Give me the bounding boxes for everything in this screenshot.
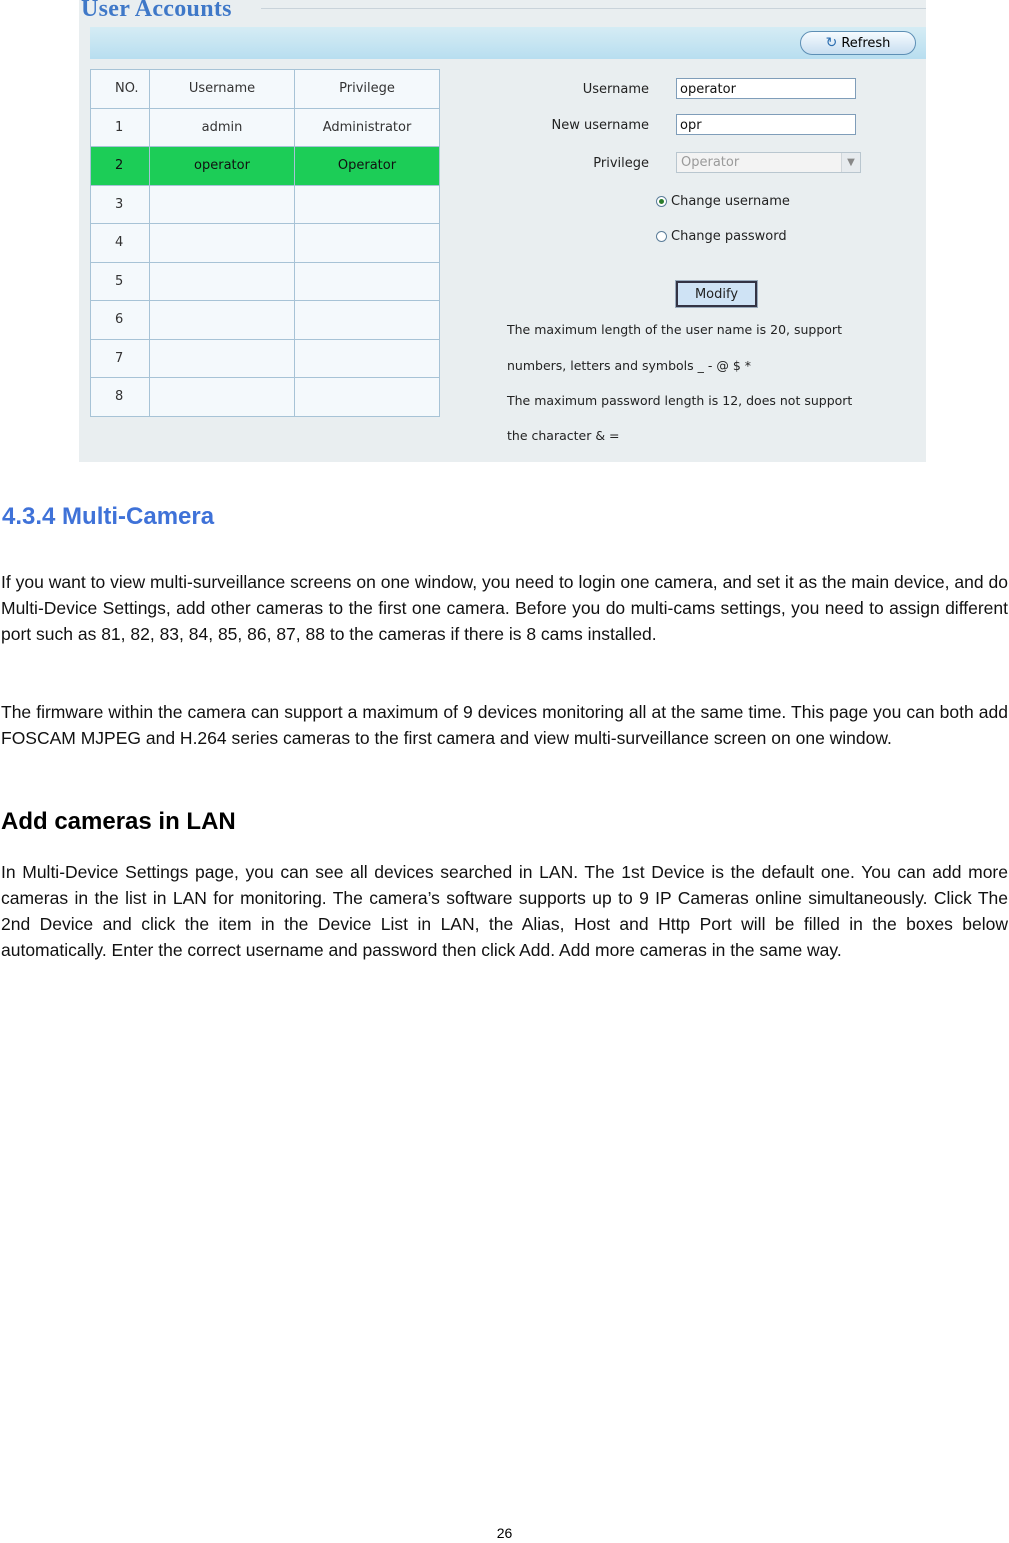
row-privilege: Administrator: [295, 108, 440, 147]
row-no: 2: [91, 147, 150, 186]
modify-button[interactable]: Modify: [676, 281, 757, 307]
radio-change-username-label: Change username: [671, 194, 790, 209]
new-username-input[interactable]: opr: [676, 114, 856, 135]
refresh-button[interactable]: [800, 31, 916, 55]
table-row[interactable]: [91, 378, 440, 417]
refresh-label: Refresh: [841, 35, 891, 51]
row-no: 3: [91, 185, 150, 224]
note-line: The maximum password length is 12, does not support: [507, 393, 853, 408]
table-row-selected[interactable]: [91, 147, 440, 186]
row-username: [150, 378, 295, 417]
row-privilege: [295, 185, 440, 224]
subheading-add-cameras: Add cameras in LAN: [1, 808, 236, 835]
column-header-privilege: Privilege: [295, 70, 440, 109]
table-row[interactable]: [91, 339, 440, 378]
privilege-value: Operator: [681, 155, 740, 170]
chevron-down-icon: ▼: [841, 153, 860, 172]
table-row[interactable]: [91, 262, 440, 301]
row-username: [150, 301, 295, 340]
row-privilege: [295, 339, 440, 378]
privilege-label: Privilege: [593, 156, 649, 171]
user-table: [90, 69, 440, 417]
row-privilege: [295, 301, 440, 340]
column-header-no: NO.: [91, 70, 150, 109]
row-no: 6: [91, 301, 150, 340]
paragraph-intro: If you want to view multi-surveillance screens on one window, you need to login one camera, and set it as the main device, and do Multi-Device Settings, add other cameras to the first one camera. Before you do multi-cams settings, you need to assign different port such as 81, 82, 83, 84, 85, 86, 87, 88 to the cameras if there is 8 cams installed.: [1, 572, 1008, 644]
row-no: 7: [91, 339, 150, 378]
note-line: The maximum length of the user name is 20, support: [507, 322, 842, 337]
row-username: [150, 185, 295, 224]
paragraph-add-cameras: In Multi-Device Settings page, you can see all devices searched in LAN. The 1st Device is the default one. You can add more cameras in the list in LAN for monitoring. The camera’s software supports up to 9 IP Cameras online simultaneously. Click The 2nd Device and click the item in the Device List in LAN, the Alias, Host and Http Port will be filled in the boxes below automatically. Enter the correct username and password then click Add. Add more cameras in the same way.: [1, 862, 1008, 960]
note-line: numbers, letters and symbols _ - @ $ *: [507, 358, 752, 373]
row-privilege: [295, 262, 440, 301]
table-row[interactable]: [91, 301, 440, 340]
row-no: 5: [91, 262, 150, 301]
paragraph-firmware: The firmware within the camera can support a maximum of 9 devices monitoring all at the same time. This page you can both add FOSCAM MJPEG and H.264 series cameras to the first camera and view multi-surveillance screen on one window.: [1, 702, 1008, 748]
table-header-row: [91, 70, 440, 109]
radio-unselected-icon: [656, 231, 667, 242]
row-no: 1: [91, 108, 150, 147]
radio-change-password-label: Change password: [671, 229, 787, 244]
column-header-username: Username: [150, 70, 295, 109]
title-divider: [261, 8, 926, 9]
page-number: 26: [496, 1525, 513, 1541]
row-username: [150, 224, 295, 263]
table-row[interactable]: [91, 224, 440, 263]
radio-change-password[interactable]: [656, 229, 787, 244]
row-privilege: [295, 378, 440, 417]
toolbar: [90, 27, 926, 59]
row-username: admin: [150, 108, 295, 147]
table-row[interactable]: [91, 108, 440, 147]
radio-change-username[interactable]: [656, 194, 790, 209]
section-title: 4.3.4 Multi-Camera: [2, 503, 215, 530]
username-row: [519, 78, 919, 104]
refresh-icon: ↻: [825, 35, 838, 51]
new-username-row: [519, 114, 919, 140]
row-username: [150, 339, 295, 378]
privilege-select[interactable]: [676, 152, 861, 173]
row-username: operator: [150, 147, 295, 186]
user-accounts-title: User Accounts: [81, 0, 232, 22]
row-username: [150, 262, 295, 301]
row-no: 8: [91, 378, 150, 417]
row-privilege: Operator: [295, 147, 440, 186]
privilege-row: [519, 152, 919, 178]
radio-selected-icon: [656, 196, 667, 207]
row-no: 4: [91, 224, 150, 263]
username-input[interactable]: operator: [676, 78, 856, 99]
note-line: the character & =: [507, 428, 620, 443]
username-label: Username: [582, 82, 649, 97]
new-username-label: New username: [551, 118, 649, 133]
table-row[interactable]: [91, 185, 440, 224]
user-accounts-screenshot: [79, 0, 926, 462]
row-privilege: [295, 224, 440, 263]
